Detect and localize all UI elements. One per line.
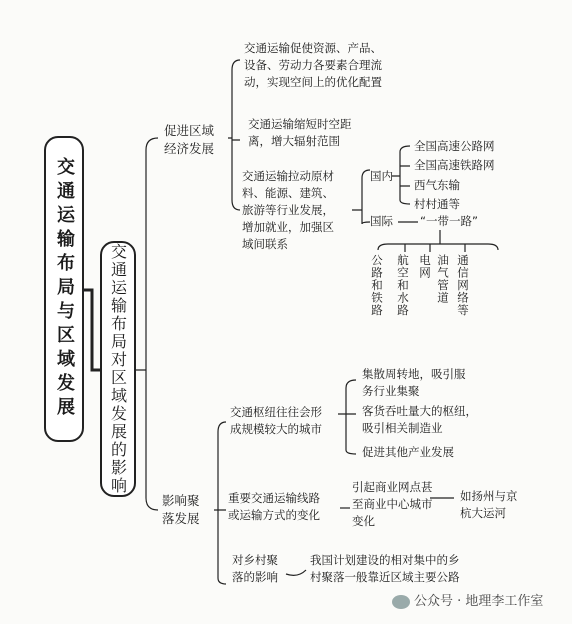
route-change <box>228 490 320 524</box>
hub-item-2-line1: 客货吞吐量大的枢纽， <box>362 404 477 418</box>
route-example-line2: 杭大运河 <box>460 506 506 520</box>
hub-item-manufacturing <box>362 403 477 437</box>
hub-item-1-line2: 务行业集聚 <box>362 384 420 398</box>
econ-item-industries <box>242 168 334 253</box>
domestic-item-gas: 西气东输 <box>414 178 460 192</box>
watermark <box>392 590 543 609</box>
route-item-line3: 变化 <box>352 514 375 528</box>
route-example <box>460 488 518 522</box>
route-change-line2: 或运输方式的变化 <box>228 508 320 522</box>
route-item-commerce <box>352 479 433 530</box>
hub-city-line1: 交通枢纽往往会形 <box>230 405 322 419</box>
branch-settlement-line2: 落发展 <box>162 511 200 526</box>
route-change-line1: 重要交通运输线路 <box>228 491 320 505</box>
econ-item-1-line1: 交通运输促使资源、产品、 <box>244 41 382 55</box>
village-item <box>310 552 460 586</box>
econ-item-2-line2: 离，增大辐射范围 <box>248 134 340 148</box>
branch-settlement-line1: 影响聚 <box>162 493 200 508</box>
watermark-text: 公众号 · 地理李工作室 <box>414 594 544 609</box>
belt-item-comm: 通信网络等 <box>456 254 470 317</box>
route-item-line2: 至商业中心城市 <box>352 497 433 511</box>
hub-item-service <box>362 366 466 400</box>
intl-label: 国际 <box>370 214 393 228</box>
route-item-line1: 引起商业网点甚 <box>352 480 433 494</box>
econ-item-2-line1: 交通运输缩短时空距 <box>248 117 352 131</box>
belt-item-road-rail: 公路和铁路 <box>370 254 384 317</box>
village-item-line1: 我国计划建设的相对集中的乡 <box>310 553 460 567</box>
belt-item-air-water: 航空和水路 <box>396 254 410 317</box>
econ-item-resources <box>244 40 382 91</box>
wechat-icon <box>392 595 410 609</box>
econ-item-3-line1: 交通运输拉动原材 <box>242 169 334 183</box>
root-title-box <box>44 136 84 442</box>
hub-item-1-line1: 集散周转地，吸引服 <box>362 367 466 381</box>
belt-item-pipeline: 油气管道 <box>436 254 450 304</box>
belt-road-label: “一带一路” <box>420 214 478 228</box>
village-item-line2: 村聚落一般靠近区域主要公路 <box>310 570 460 584</box>
village-impact-line2: 落的影响 <box>232 570 278 584</box>
sub-title: 交通运输布局对区域发展的影响 <box>108 243 128 495</box>
domestic-item-railway: 全国高速铁路网 <box>414 158 495 172</box>
domestic-label: 国内 <box>370 169 393 183</box>
econ-item-1-line2: 设备、劳动力各要素合理流 <box>244 58 382 72</box>
domestic-item-village: 村村通等 <box>414 197 460 211</box>
hub-item-other: 促进其他产业发展 <box>362 445 454 459</box>
village-impact-line1: 对乡村聚 <box>232 553 278 567</box>
branch-economy-line1: 促进区域 <box>164 123 215 138</box>
econ-item-3-line2: 料、能源、建筑、 <box>242 186 334 200</box>
hub-item-2-line2: 吸引相关制造业 <box>362 421 443 435</box>
domestic-item-highway: 全国高速公路网 <box>414 139 495 153</box>
branch-economy-line2: 经济发展 <box>164 141 215 156</box>
econ-item-3-line3: 旅游等行业发展， <box>242 203 334 217</box>
econ-item-3-line5: 域间联系 <box>242 237 288 251</box>
econ-item-3-line4: 增加就业，加强区 <box>242 220 334 234</box>
route-example-line1: 如扬州与京 <box>460 489 518 503</box>
hub-city <box>230 404 322 438</box>
sub-title-box <box>100 241 136 497</box>
branch-settlement-label <box>162 492 200 528</box>
econ-item-distance <box>248 116 352 150</box>
village-impact <box>232 552 278 586</box>
belt-item-grid: 电网 <box>418 254 432 279</box>
hub-city-line2: 成规模较大的城市 <box>230 422 322 436</box>
branch-economy-label <box>164 122 214 158</box>
econ-item-1-line3: 动，实现空间上的优化配置 <box>244 75 382 89</box>
root-title: 交通运输布局与区域发展 <box>54 157 75 421</box>
